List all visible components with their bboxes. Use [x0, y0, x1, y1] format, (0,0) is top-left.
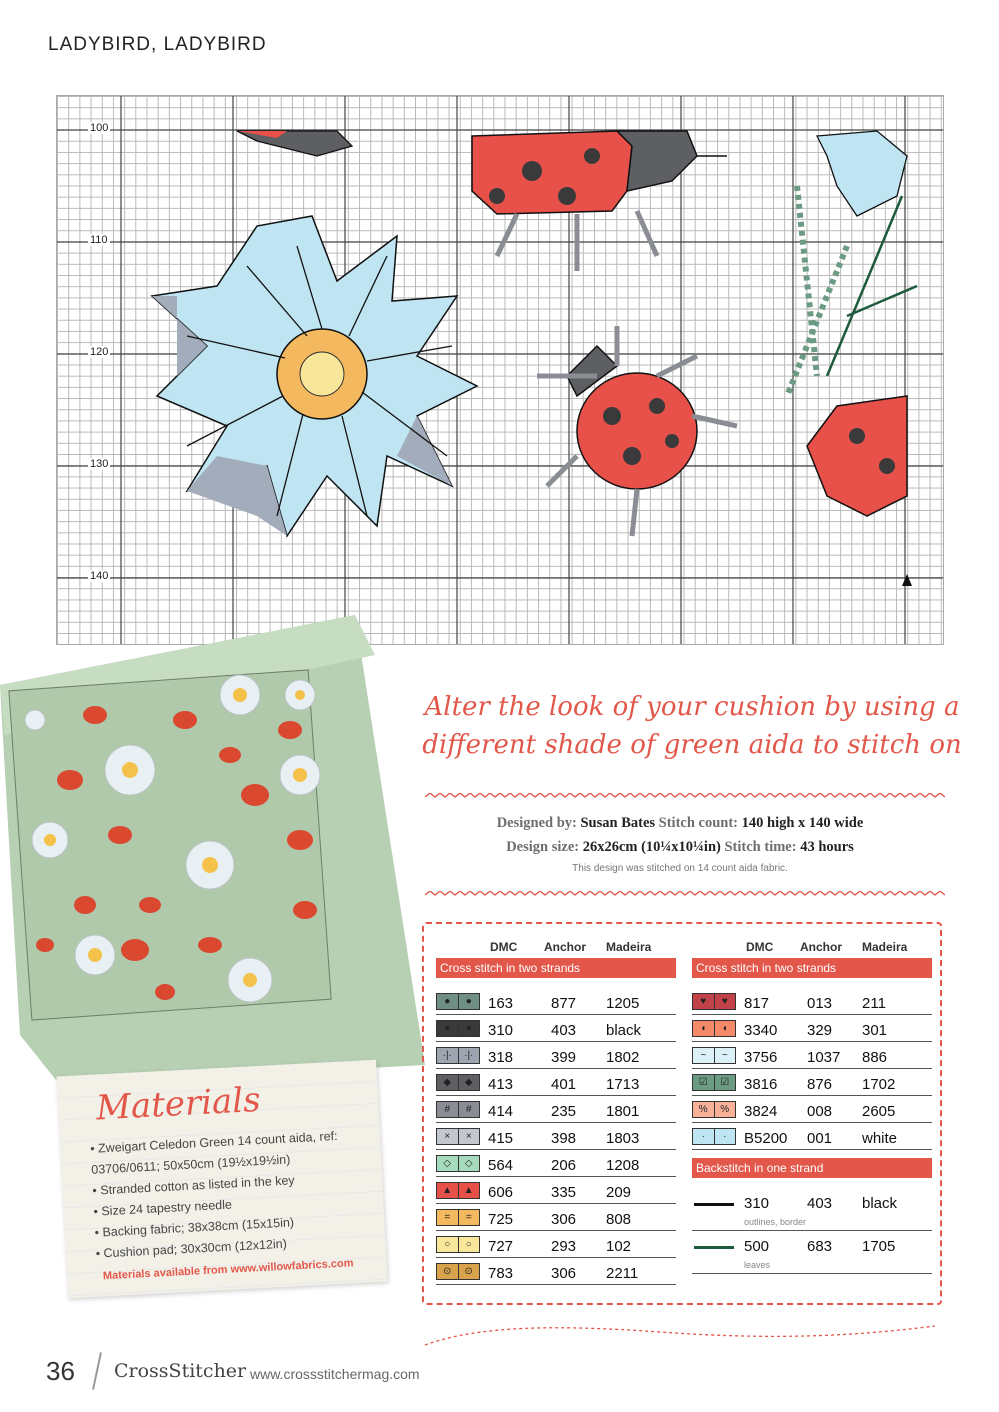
backstitch-row [692, 1188, 932, 1231]
swatch-symbol: ⊙ [437, 1264, 459, 1279]
key-madeira: 1205 [606, 995, 640, 1012]
backstitch-dmc: 500 [744, 1238, 770, 1255]
materials-item: • Stranded cotton as listed in the key [92, 1167, 348, 1201]
magazine-brand: CrossStitcher [114, 1360, 247, 1382]
ladybird-top [472, 131, 727, 271]
stitch-chart [56, 95, 944, 645]
key-row [436, 1123, 676, 1150]
swatch-symbol: ☑ [715, 1075, 736, 1090]
swatch-symbol: ● [459, 994, 480, 1009]
key-dmc: 727 [488, 1238, 514, 1255]
key-anchor: 293 [551, 1238, 577, 1255]
key-anchor: 403 [551, 1022, 577, 1039]
row-label-120: 120 [90, 346, 109, 358]
fabric-note: This design was stitched on 14 count aida fabric. [572, 863, 788, 874]
page-number: 36 [46, 1356, 75, 1386]
ladybird-bottom-right [807, 396, 907, 516]
thread-key [422, 922, 942, 1305]
key-dmc: 163 [488, 995, 514, 1012]
swatch-symbol: ◇ [459, 1156, 480, 1171]
zigzag-divider-2 [425, 891, 945, 899]
key-anchor: 306 [551, 1211, 577, 1228]
design-size-value: 26x26cm (10¼x10¼in) [582, 839, 721, 855]
swatch-symbol: ● [437, 994, 459, 1009]
key-row [436, 1204, 676, 1231]
backstitch-madeira: black [862, 1195, 898, 1212]
backstitch-line-icon [694, 1203, 734, 1206]
design-size-label: Design size: [506, 839, 580, 855]
header-anchor-right: Anchor [800, 940, 842, 954]
key-madeira: 211 [862, 995, 886, 1012]
swatch-symbol: ○ [459, 1237, 480, 1252]
key-row [436, 1042, 676, 1069]
backstitch-anchor: 683 [807, 1238, 833, 1255]
key-madeira: 808 [606, 1211, 632, 1228]
swatch-symbol: ♥ [715, 994, 736, 1009]
backstitch-bar: Backstitch in one strand [692, 1158, 932, 1178]
swatch-symbol: ◆ [437, 1075, 459, 1090]
swatch-symbol: ◖ [715, 1021, 736, 1036]
swatch-symbol: ▲ [459, 1183, 480, 1198]
backstitch-madeira: 1705 [862, 1238, 896, 1255]
key-anchor: 335 [551, 1184, 577, 1201]
swatch-symbol: % [715, 1102, 736, 1117]
swatch-symbol: × [459, 1129, 480, 1144]
key-rows-right [692, 988, 932, 1150]
thread-swatch [692, 1020, 736, 1037]
thread-swatch [436, 1182, 480, 1199]
swatch-symbol: = [437, 1210, 459, 1225]
key-row [436, 1069, 676, 1096]
designed-by-value: Susan Bates [580, 815, 656, 831]
key-anchor: 329 [807, 1022, 833, 1039]
magazine-url[interactable]: www.crossstitchermag.com [250, 1366, 420, 1382]
cross-stitch-bar: Cross stitch in two strands [436, 958, 676, 978]
key-madeira: 1802 [606, 1049, 640, 1066]
headline [412, 688, 972, 764]
header-madeira-right: Madeira [862, 940, 908, 954]
swatch-symbol: # [437, 1102, 459, 1117]
key-madeira: 886 [862, 1049, 888, 1066]
materials-note [56, 1060, 387, 1298]
stitch-count-value: 140 high x 140 wide [741, 815, 864, 831]
key-madeira: 1702 [862, 1076, 896, 1093]
key-row [436, 1150, 676, 1177]
thread-swatch [692, 993, 736, 1010]
key-madeira: 1801 [606, 1103, 640, 1120]
key-row [692, 1096, 932, 1123]
chart-artwork [57, 96, 944, 645]
thread-swatch [436, 1101, 480, 1118]
header-dmc-right: DMC [746, 940, 774, 954]
key-dmc: 3816 [744, 1076, 778, 1093]
thread-swatch [436, 1263, 480, 1280]
decorative-wave [420, 1320, 940, 1350]
thread-swatch [692, 1101, 736, 1118]
row-label-100: 100 [90, 122, 109, 134]
thread-swatch [436, 1020, 480, 1037]
key-madeira: 301 [862, 1022, 888, 1039]
key-row [692, 1042, 932, 1069]
row-label-140: 140 [90, 570, 109, 582]
backstitch-note: leaves [744, 1260, 771, 1270]
key-madeira: 2605 [862, 1103, 896, 1120]
key-row [692, 988, 932, 1015]
swatch-symbol: ○ [437, 1237, 459, 1252]
swatch-symbol: ⊙ [459, 1264, 480, 1279]
swatch-symbol: ~ [715, 1048, 736, 1063]
thread-swatch [436, 1209, 480, 1226]
swatch-symbol: = [459, 1210, 480, 1225]
swatch-symbol: · [693, 1129, 715, 1144]
backstitch-row [692, 1231, 932, 1274]
thread-swatch [436, 1155, 480, 1172]
swatch-symbol: ·|· [437, 1048, 459, 1063]
materials-title: Materials [95, 1079, 262, 1129]
key-row [436, 1177, 676, 1204]
key-row [436, 1258, 676, 1285]
swatch-symbol: # [459, 1102, 480, 1117]
key-anchor: 008 [807, 1103, 833, 1120]
thread-swatch [692, 1128, 736, 1145]
thread-swatch [436, 1236, 480, 1253]
materials-item: • Zweigart Celedon Green 14 count aida, ref: 03706/0611; 50x50cm (19½x19½in) [90, 1126, 347, 1181]
design-credits [420, 811, 940, 859]
key-dmc: 415 [488, 1130, 514, 1147]
key-anchor: 399 [551, 1049, 577, 1066]
key-dmc: 318 [488, 1049, 514, 1066]
swatch-symbol: ◖ [693, 1021, 715, 1036]
key-madeira: 1208 [606, 1157, 640, 1174]
swatch-symbol: ·|· [459, 1048, 480, 1063]
stitch-count-label: Stitch count: [658, 815, 739, 831]
row-label-110: 110 [90, 234, 108, 246]
header-anchor: Anchor [544, 940, 586, 954]
swatch-symbol: % [693, 1102, 715, 1117]
key-madeira: 1803 [606, 1130, 640, 1147]
swatch-symbol: ◇ [437, 1156, 459, 1171]
key-row [692, 1015, 932, 1042]
key-anchor: 235 [551, 1103, 577, 1120]
key-row [692, 1069, 932, 1096]
key-anchor: 306 [551, 1265, 577, 1282]
cross-stitch-bar-right: Cross stitch in two strands [692, 958, 932, 978]
key-dmc: 3824 [744, 1103, 778, 1120]
swatch-symbol: ♥ [693, 994, 715, 1009]
key-dmc: 725 [488, 1211, 514, 1228]
swatch-symbol: ▲ [437, 1183, 459, 1198]
backstitch-line-icon [694, 1246, 734, 1249]
thread-swatch [436, 993, 480, 1010]
key-dmc: 3756 [744, 1049, 778, 1066]
key-anchor: 1037 [807, 1049, 841, 1066]
zigzag-divider [425, 793, 945, 801]
key-dmc: 3340 [744, 1022, 778, 1039]
key-dmc: B5200 [744, 1130, 788, 1147]
leaf-sprig [787, 131, 917, 396]
key-dmc: 310 [488, 1022, 514, 1039]
footer-divider [92, 1352, 102, 1390]
backstitch-anchor: 403 [807, 1195, 833, 1212]
key-dmc: 564 [488, 1157, 514, 1174]
key-header-right [692, 940, 932, 958]
key-row [436, 1231, 676, 1258]
materials-list [90, 1126, 351, 1265]
key-dmc: 413 [488, 1076, 514, 1093]
key-madeira: 2211 [606, 1265, 639, 1282]
key-row [692, 1123, 932, 1150]
designed-by-label: Designed by: [496, 815, 577, 831]
key-anchor: 876 [807, 1076, 833, 1093]
key-row [436, 1015, 676, 1042]
backstitch-dmc: 310 [744, 1195, 770, 1212]
key-anchor: 001 [807, 1130, 833, 1147]
stitch-time-label: Stitch time: [724, 839, 797, 855]
swatch-symbol: ● [459, 1021, 480, 1036]
ladybird-middle [537, 326, 737, 536]
thread-swatch [436, 1047, 480, 1064]
header-dmc: DMC [490, 940, 518, 954]
key-anchor: 877 [551, 995, 577, 1012]
key-header [436, 940, 676, 958]
key-dmc: 783 [488, 1265, 514, 1282]
thread-swatch [692, 1074, 736, 1091]
page-title: LADYBIRD, LADYBIRD [48, 34, 267, 55]
key-madeira: white [862, 1130, 898, 1147]
materials-item: • Backing fabric; 38x38cm (15x15in) [94, 1209, 350, 1243]
key-dmc: 606 [488, 1184, 514, 1201]
key-column-right [692, 940, 932, 1274]
materials-item: • Cushion pad; 30x30cm (12x12in) [95, 1230, 351, 1264]
backstitch-note: outlines, border [744, 1217, 807, 1227]
key-anchor: 206 [551, 1157, 577, 1174]
thread-swatch [436, 1128, 480, 1145]
key-row [436, 988, 676, 1015]
daisy-motif [152, 216, 477, 536]
key-madeira: 209 [606, 1184, 632, 1201]
backstitch-rows [692, 1188, 932, 1274]
key-column-left [436, 940, 676, 1285]
swatch-symbol: ● [437, 1021, 459, 1036]
materials-item: • Size 24 tapestry needle [93, 1188, 349, 1222]
key-rows-left [436, 988, 676, 1285]
swatch-symbol: ☑ [693, 1075, 715, 1090]
key-madeira: 102 [606, 1238, 632, 1255]
header-madeira: Madeira [606, 940, 652, 954]
swatch-symbol: · [715, 1129, 736, 1144]
key-dmc: 414 [488, 1103, 514, 1120]
materials-link[interactable]: Materials available from www.willowfabrics.com [102, 1257, 354, 1283]
key-anchor: 401 [551, 1076, 577, 1093]
headline-line-1: Alter the look of your cushion by using a [424, 692, 960, 722]
key-madeira: black [606, 1022, 642, 1039]
swatch-symbol: × [437, 1129, 459, 1144]
swatch-symbol: ~ [693, 1048, 715, 1063]
key-row [436, 1096, 676, 1123]
thread-swatch [692, 1047, 736, 1064]
cushion-photo [0, 615, 440, 1085]
key-anchor: 013 [807, 995, 833, 1012]
key-dmc: 817 [744, 995, 770, 1012]
swatch-symbol: ◆ [459, 1075, 480, 1090]
row-label-130: 130 [90, 458, 109, 470]
thread-swatch [436, 1074, 480, 1091]
stitch-time-value: 43 hours [800, 839, 854, 855]
headline-line-2: different shade of green aida to stitch on [422, 730, 962, 760]
key-anchor: 398 [551, 1130, 577, 1147]
key-madeira: 1713 [606, 1076, 640, 1093]
